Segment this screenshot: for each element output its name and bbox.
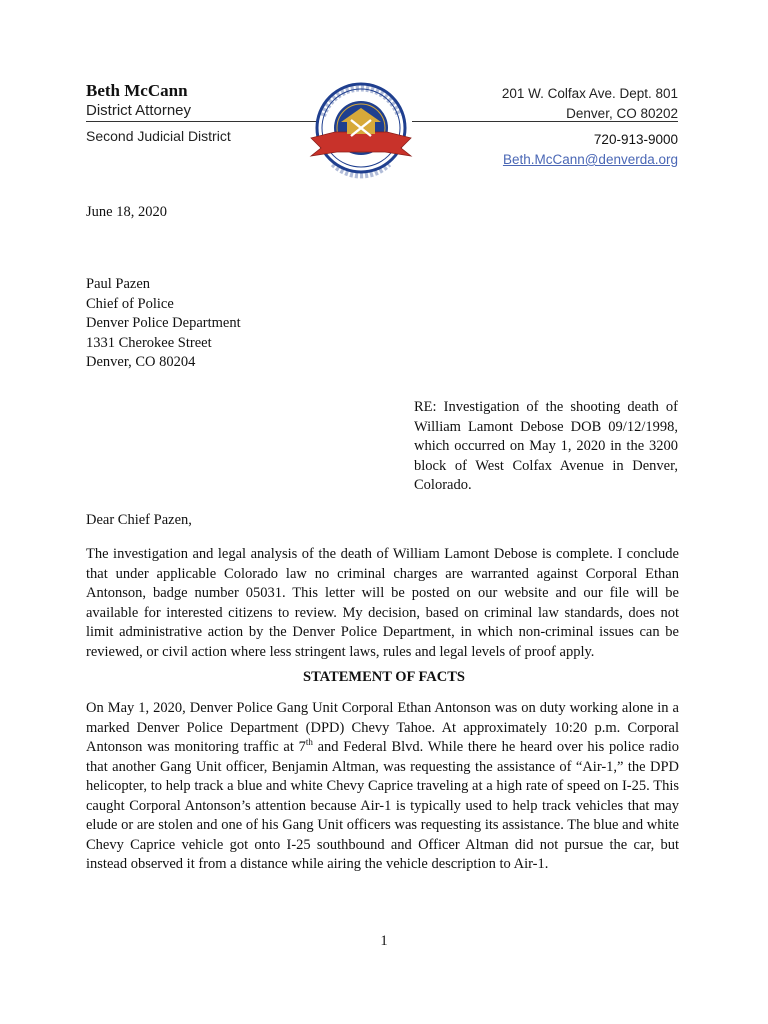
recipient-street: 1331 Cherokee Street <box>86 334 212 351</box>
contact-block <box>503 130 678 170</box>
salutation: Dear Chief Pazen, <box>86 512 192 528</box>
re-subject: RE: Investigation of the shooting death of William Lamont Debose DOB 09/12/1998, which occurred on May 1, 2020 in the 3200 block of West Colfax Avenue in Denver, Colorado. <box>414 399 678 493</box>
facts-superscript: th <box>305 737 313 748</box>
address-line-2: Denver, CO 80202 <box>566 106 678 121</box>
letterhead-rule-left <box>86 121 318 122</box>
facts-text-a: On May 1, 2020, Denver Police Gang Unit Corporal Ethan Antonson was on duty working alone in a marked Denver Police Department (DPD) Chevy Tahoe. At approximately 10:20 p.m. Corporal Antonson was monitoring traffic at 7 <box>86 700 679 755</box>
facts-paragraph <box>86 699 679 875</box>
recipient-city: Denver, CO 80204 <box>86 354 196 370</box>
section-heading: STATEMENT OF FACTS <box>303 669 465 685</box>
letterhead-left <box>86 82 191 121</box>
email-link[interactable]: Beth.McCann@denverda.org <box>502 152 678 167</box>
conclusion-paragraph: The investigation and legal analysis of the death of William Lamont Debose is complete. I conclude that under applicable Colorado law no criminal charges are warranted against Corporal Ethan Antonson, badge number 05031. This letter will be posted on our website and our file will be available for interested citizens to review. My decision, based on criminal law standards, does not limit administrative action by the Denver Police Department, in which non-criminal issues can be reviewed, or civil action where less stringent laws, rules and legal levels of proof apply. <box>86 546 679 660</box>
letter-date: June 18, 2020 <box>86 204 167 220</box>
da-name: Beth McCann <box>86 81 188 100</box>
recipient-department: Denver Police Department <box>86 315 241 331</box>
facts-text-b: and Federal Blvd. While there he heard over his police radio that another Gang Unit officer, Benjamin Altman, was requesting the assistance of “Air-1,” the DPD helicopter, to help track a blue and white Chevy Caprice traveling at a high rate of speed on I-25. This caught Corporal Antonson’s attention because Air-1 is typically used to help track vehicles that may elude or are stolen and one of his Gang Unit officers was requesting its assistance. The blue and white Chevy Caprice vehicle got onto I-25 southbound and Officer Altman did not pursue the car, but instead observed it from a distance while airing the vehicle description to Air-1. <box>86 739 679 872</box>
district-attorney-seal-icon <box>305 76 417 184</box>
address-line-1: 201 W. Colfax Ave. Dept. 801 <box>501 86 678 101</box>
recipient-name: Paul Pazen <box>86 276 151 292</box>
da-title: District Attorney <box>86 102 192 119</box>
phone-number: 720-913-9000 <box>593 132 678 147</box>
recipient-title: Chief of Police <box>86 295 174 312</box>
page-number: 1 <box>380 933 388 949</box>
recipient-address <box>86 275 241 373</box>
letterhead-right <box>502 84 678 124</box>
letterhead-rule-right <box>412 121 678 122</box>
judicial-district: Second Judicial District <box>86 128 231 144</box>
